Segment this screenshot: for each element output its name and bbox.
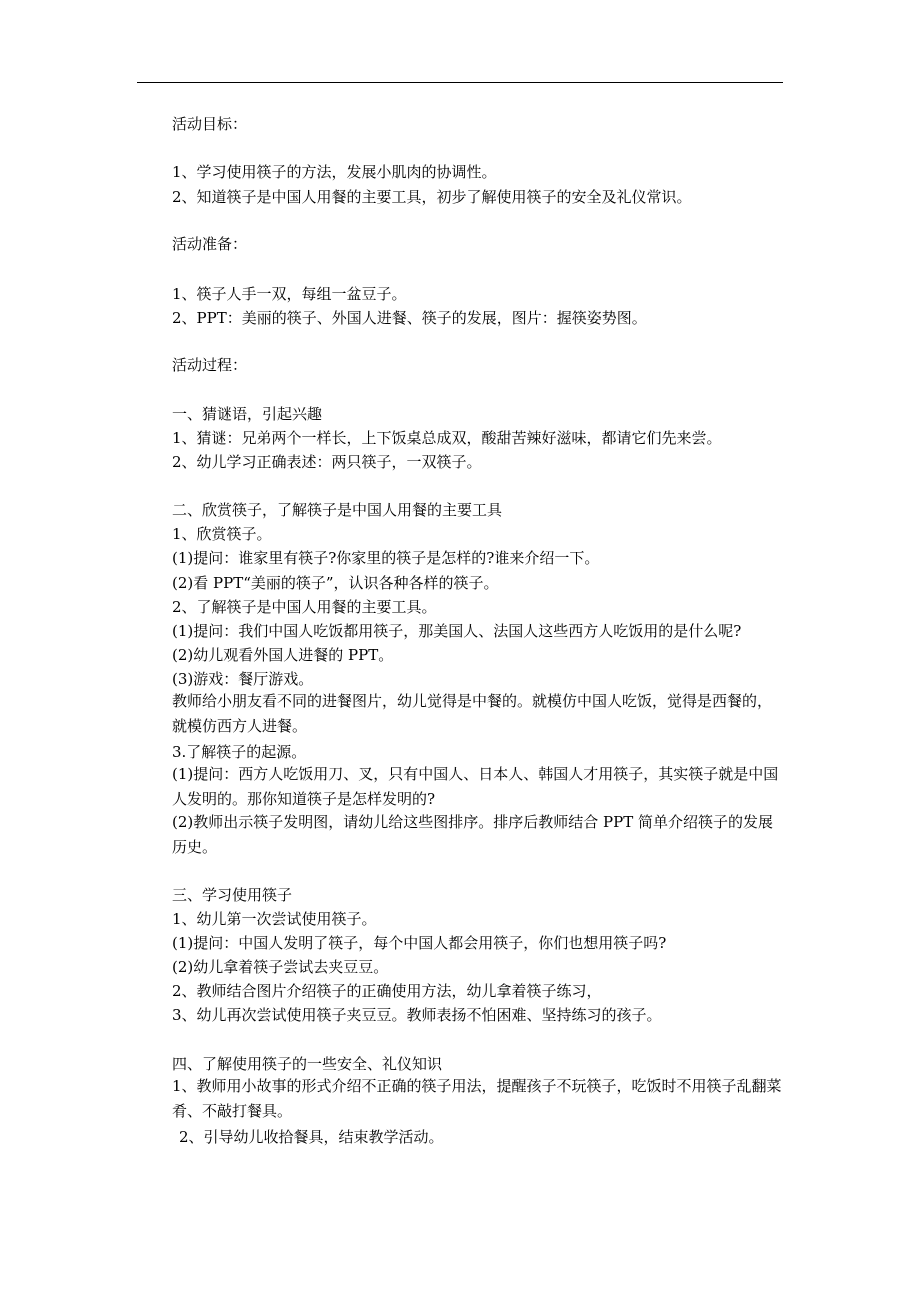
section-4-story-paragraph: 1、教师用小故事的形式介绍不正确的筷子用法，提醒孩子不玩筷子，吃饭时不用筷子乱翻菜肴、不敲打餐具。 xyxy=(172,1077,782,1120)
section-1-title: 一、猜谜语，引起兴趣 xyxy=(172,405,323,423)
section-2-line-2: (1)提问：谁家里有筷子?你家里的筷子是怎样的?谁来介绍一下。 xyxy=(172,549,600,567)
goal-item-2: 2、知道筷子是中国人用餐的主要工具，初步了解使用筷子的安全及礼仪常识。 xyxy=(172,188,692,206)
prep-item-2: 2、PPT：美丽的筷子、外国人进餐、筷子的发展，图片：握筷姿势图。 xyxy=(172,309,647,327)
section-4-title: 四、了解使用筷子的一些安全、礼仪知识 xyxy=(172,1055,443,1073)
section-3-line-3: (2)幼儿拿着筷子尝试去夹豆豆。 xyxy=(172,958,389,976)
section-3-line-5: 3、幼儿再次尝试使用筷子夹豆豆。教师表扬不怕困难、坚持练习的孩子。 xyxy=(172,1006,662,1024)
section-2-line-5: (1)提问：我们中国人吃饭都用筷子，那美国人、法国人这些西方人吃饭用的是什么呢? xyxy=(172,622,742,640)
goal-heading: 活动目标： xyxy=(172,115,248,133)
section-2-question-paragraph: (1)提问：西方人吃饭用刀、叉，只有中国人、日本人、韩国人才用筷子，其实筷子就是中国人发明的。那你知道筷子是怎样发明的? xyxy=(172,765,779,808)
process-heading: 活动过程： xyxy=(172,356,248,374)
section-2-line-3: (2)看 PPT“美丽的筷子”，认识各种各样的筷子。 xyxy=(172,574,499,592)
header-rule xyxy=(137,82,783,83)
section-2-origin-title: 3.了解筷子的起源。 xyxy=(172,743,307,761)
goal-item-1: 1、学习使用筷子的方法，发展小肌肉的协调性。 xyxy=(172,163,497,181)
section-3-line-1: 1、幼儿第一次尝试使用筷子。 xyxy=(172,910,377,928)
section-1-line-2: 2、幼儿学习正确表述：两只筷子，一双筷子。 xyxy=(172,453,482,471)
section-3-line-2: (1)提问：中国人发明了筷子，每个中国人都会用筷子，你们也想用筷子吗? xyxy=(172,934,667,952)
section-3-line-4: 2、教师结合图片介绍筷子的正确使用方法，幼儿拿着筷子练习， xyxy=(172,982,602,1000)
prep-heading: 活动准备： xyxy=(172,235,248,253)
section-2-line-6: (2)幼儿观看外国人进餐的 PPT。 xyxy=(172,646,394,664)
section-2-title: 二、欣赏筷子，了解筷子是中国人用餐的主要工具 xyxy=(172,501,503,519)
section-4-last-line: 2、引导幼儿收拾餐具，结束教学活动。 xyxy=(179,1128,444,1146)
section-2-line-4: 2、了解筷子是中国人用餐的主要工具。 xyxy=(172,598,437,616)
section-2-picture-paragraph: (2)教师出示筷子发明图，请幼儿给这些图排序。排序后教师结合 PPT 简单介绍筷子的发展历史。 xyxy=(172,813,773,856)
section-2-game-paragraph: 教师给小朋友看不同的进餐图片，幼儿觉得是中餐的。就模仿中国人吃饭，觉得是西餐的，就模仿西方人进餐。 xyxy=(172,692,773,735)
prep-item-1: 1、筷子人手一双，每组一盆豆子。 xyxy=(172,285,407,303)
section-3-title: 三、学习使用筷子 xyxy=(172,886,293,904)
section-1-line-1: 1、猜谜：兄弟两个一样长，上下饭桌总成双，酸甜苦辣好滋味，都请它们先来尝。 xyxy=(172,429,722,447)
section-2-line-1: 1、欣赏筷子。 xyxy=(172,525,272,543)
section-2-line-7: (3)游戏：餐厅游戏。 xyxy=(172,670,314,688)
